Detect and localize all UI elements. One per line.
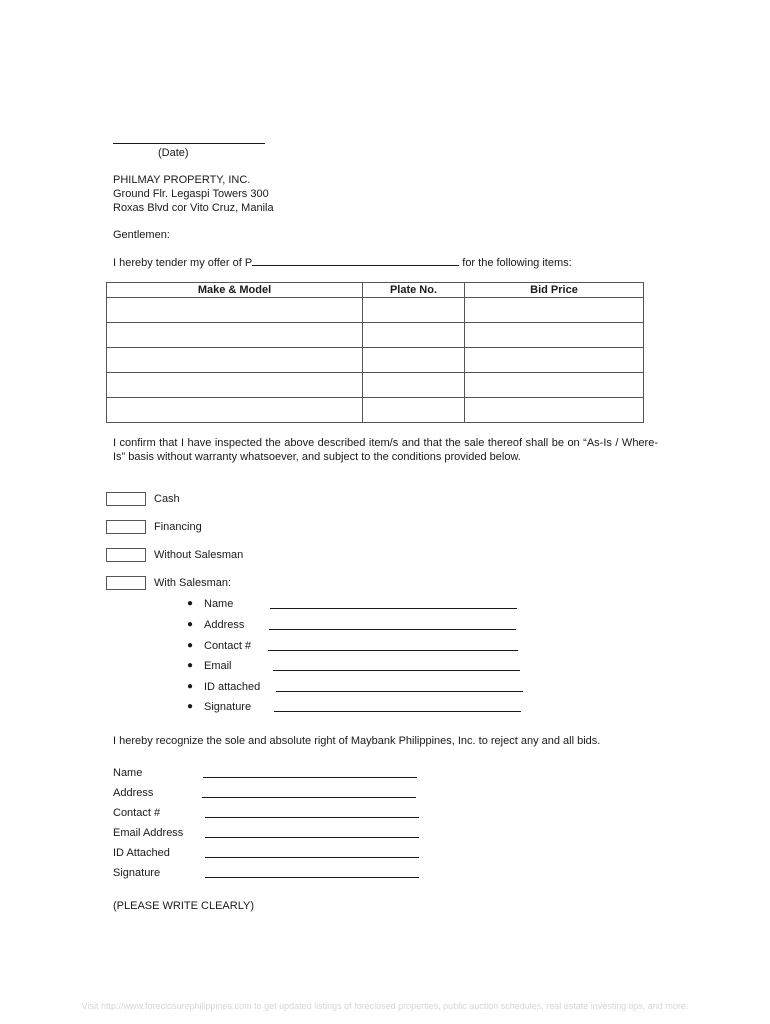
- salesman-email-line[interactable]: [273, 661, 520, 671]
- without-salesman-checkbox[interactable]: [106, 548, 146, 562]
- salesman-address-label: Address: [204, 619, 245, 631]
- bid-price-cell[interactable]: [465, 298, 644, 323]
- salesman-email-label: Email: [204, 660, 232, 672]
- bidder-contact-line[interactable]: [205, 808, 419, 818]
- financing-label: Financing: [154, 521, 202, 533]
- offer-suffix: for the following items:: [459, 257, 572, 269]
- without-salesman-label: Without Salesman: [154, 549, 244, 561]
- make-model-cell[interactable]: [107, 373, 363, 398]
- bidder-name-line[interactable]: [203, 768, 417, 778]
- salesman-signature-label: Signature: [204, 701, 252, 713]
- bidder-signature-label: Signature: [113, 867, 161, 879]
- salesman-contact-label: Contact #: [204, 640, 252, 652]
- bidder-signature-line[interactable]: [205, 868, 419, 878]
- plate-no-cell[interactable]: [363, 373, 465, 398]
- bullet-icon: ●: [187, 701, 194, 712]
- recognition-paragraph: I hereby recognize the sole and absolute right of Maybank Philippines, Inc. to reject any and all bids.: [113, 735, 601, 747]
- bullet-icon: ●: [187, 598, 194, 609]
- bid-price-cell[interactable]: [465, 323, 644, 348]
- make-model-cell[interactable]: [107, 398, 363, 423]
- plate-no-cell[interactable]: [363, 323, 465, 348]
- offer-prefix: I hereby tender my offer of P: [113, 257, 253, 269]
- plate-no-cell[interactable]: [363, 298, 465, 323]
- salutation: Gentlemen:: [113, 229, 170, 241]
- bid-price-cell[interactable]: [465, 373, 644, 398]
- confirmation-paragraph: I confirm that I have inspected the above described item/s and that the sale thereof shall be on “As-Is / Where-Is” basis without warranty whatsoever, and subject to the conditions provided below.: [113, 437, 658, 463]
- table-row: [107, 323, 644, 348]
- write-clearly-note: (PLEASE WRITE CLEARLY): [113, 900, 254, 912]
- cash-checkbox[interactable]: [106, 492, 146, 506]
- table-row: [107, 348, 644, 373]
- bidder-address-label: Address: [113, 787, 154, 799]
- salesman-address-line[interactable]: [269, 620, 516, 630]
- bidder-email-label: Email Address: [113, 827, 184, 839]
- with-salesman-label: With Salesman:: [154, 577, 232, 589]
- make-model-cell[interactable]: [107, 298, 363, 323]
- address-line-1: Ground Flr. Legaspi Towers 300: [113, 188, 269, 200]
- bid-price-cell[interactable]: [465, 398, 644, 423]
- bidder-name-label: Name: [113, 767, 143, 779]
- make-model-cell[interactable]: [107, 348, 363, 373]
- column-header-plate-no: Plate No.: [363, 283, 465, 298]
- date-label: (Date): [158, 147, 189, 159]
- plate-no-cell[interactable]: [363, 348, 465, 373]
- salesman-id-label: ID attached: [204, 681, 261, 693]
- make-model-cell[interactable]: [107, 323, 363, 348]
- bidder-address-line[interactable]: [202, 788, 416, 798]
- bullet-icon: ●: [187, 660, 194, 671]
- items-table: [106, 282, 644, 423]
- address-line-2: Roxas Blvd cor Vito Cruz, Manila: [113, 202, 274, 214]
- salesman-name-line[interactable]: [270, 599, 517, 609]
- footer-watermark: Visit http://www.foreclosurephilippines.com to get updated listings of foreclosed properties, public auction schedules, real estate investing tips, and more.: [81, 1001, 689, 1011]
- salesman-name-label: Name: [204, 598, 234, 610]
- bidder-email-line[interactable]: [205, 828, 419, 838]
- cash-label: Cash: [154, 493, 180, 505]
- bidder-contact-label: Contact #: [113, 807, 161, 819]
- company-name: PHILMAY PROPERTY, INC.: [113, 174, 251, 186]
- bidder-id-label: ID Attached: [113, 847, 170, 859]
- table-row: [107, 398, 644, 423]
- offer-line: [113, 255, 572, 270]
- salesman-signature-line[interactable]: [274, 702, 521, 712]
- column-header-make-model: Make & Model: [107, 283, 363, 298]
- column-header-bid-price: Bid Price: [465, 283, 644, 298]
- bullet-icon: ●: [187, 619, 194, 630]
- table-row: [107, 298, 644, 323]
- items-table-header-row: [107, 283, 644, 298]
- bullet-icon: ●: [187, 681, 194, 692]
- salesman-id-line[interactable]: [276, 682, 523, 692]
- financing-checkbox[interactable]: [106, 520, 146, 534]
- with-salesman-checkbox[interactable]: [106, 576, 146, 590]
- date-blank-line[interactable]: [113, 134, 265, 144]
- bid-price-cell[interactable]: [465, 348, 644, 373]
- table-row: [107, 373, 644, 398]
- salesman-contact-line[interactable]: [268, 641, 518, 651]
- bidder-id-line[interactable]: [205, 848, 419, 858]
- offer-amount-blank[interactable]: [252, 255, 459, 266]
- bullet-icon: ●: [187, 640, 194, 651]
- plate-no-cell[interactable]: [363, 398, 465, 423]
